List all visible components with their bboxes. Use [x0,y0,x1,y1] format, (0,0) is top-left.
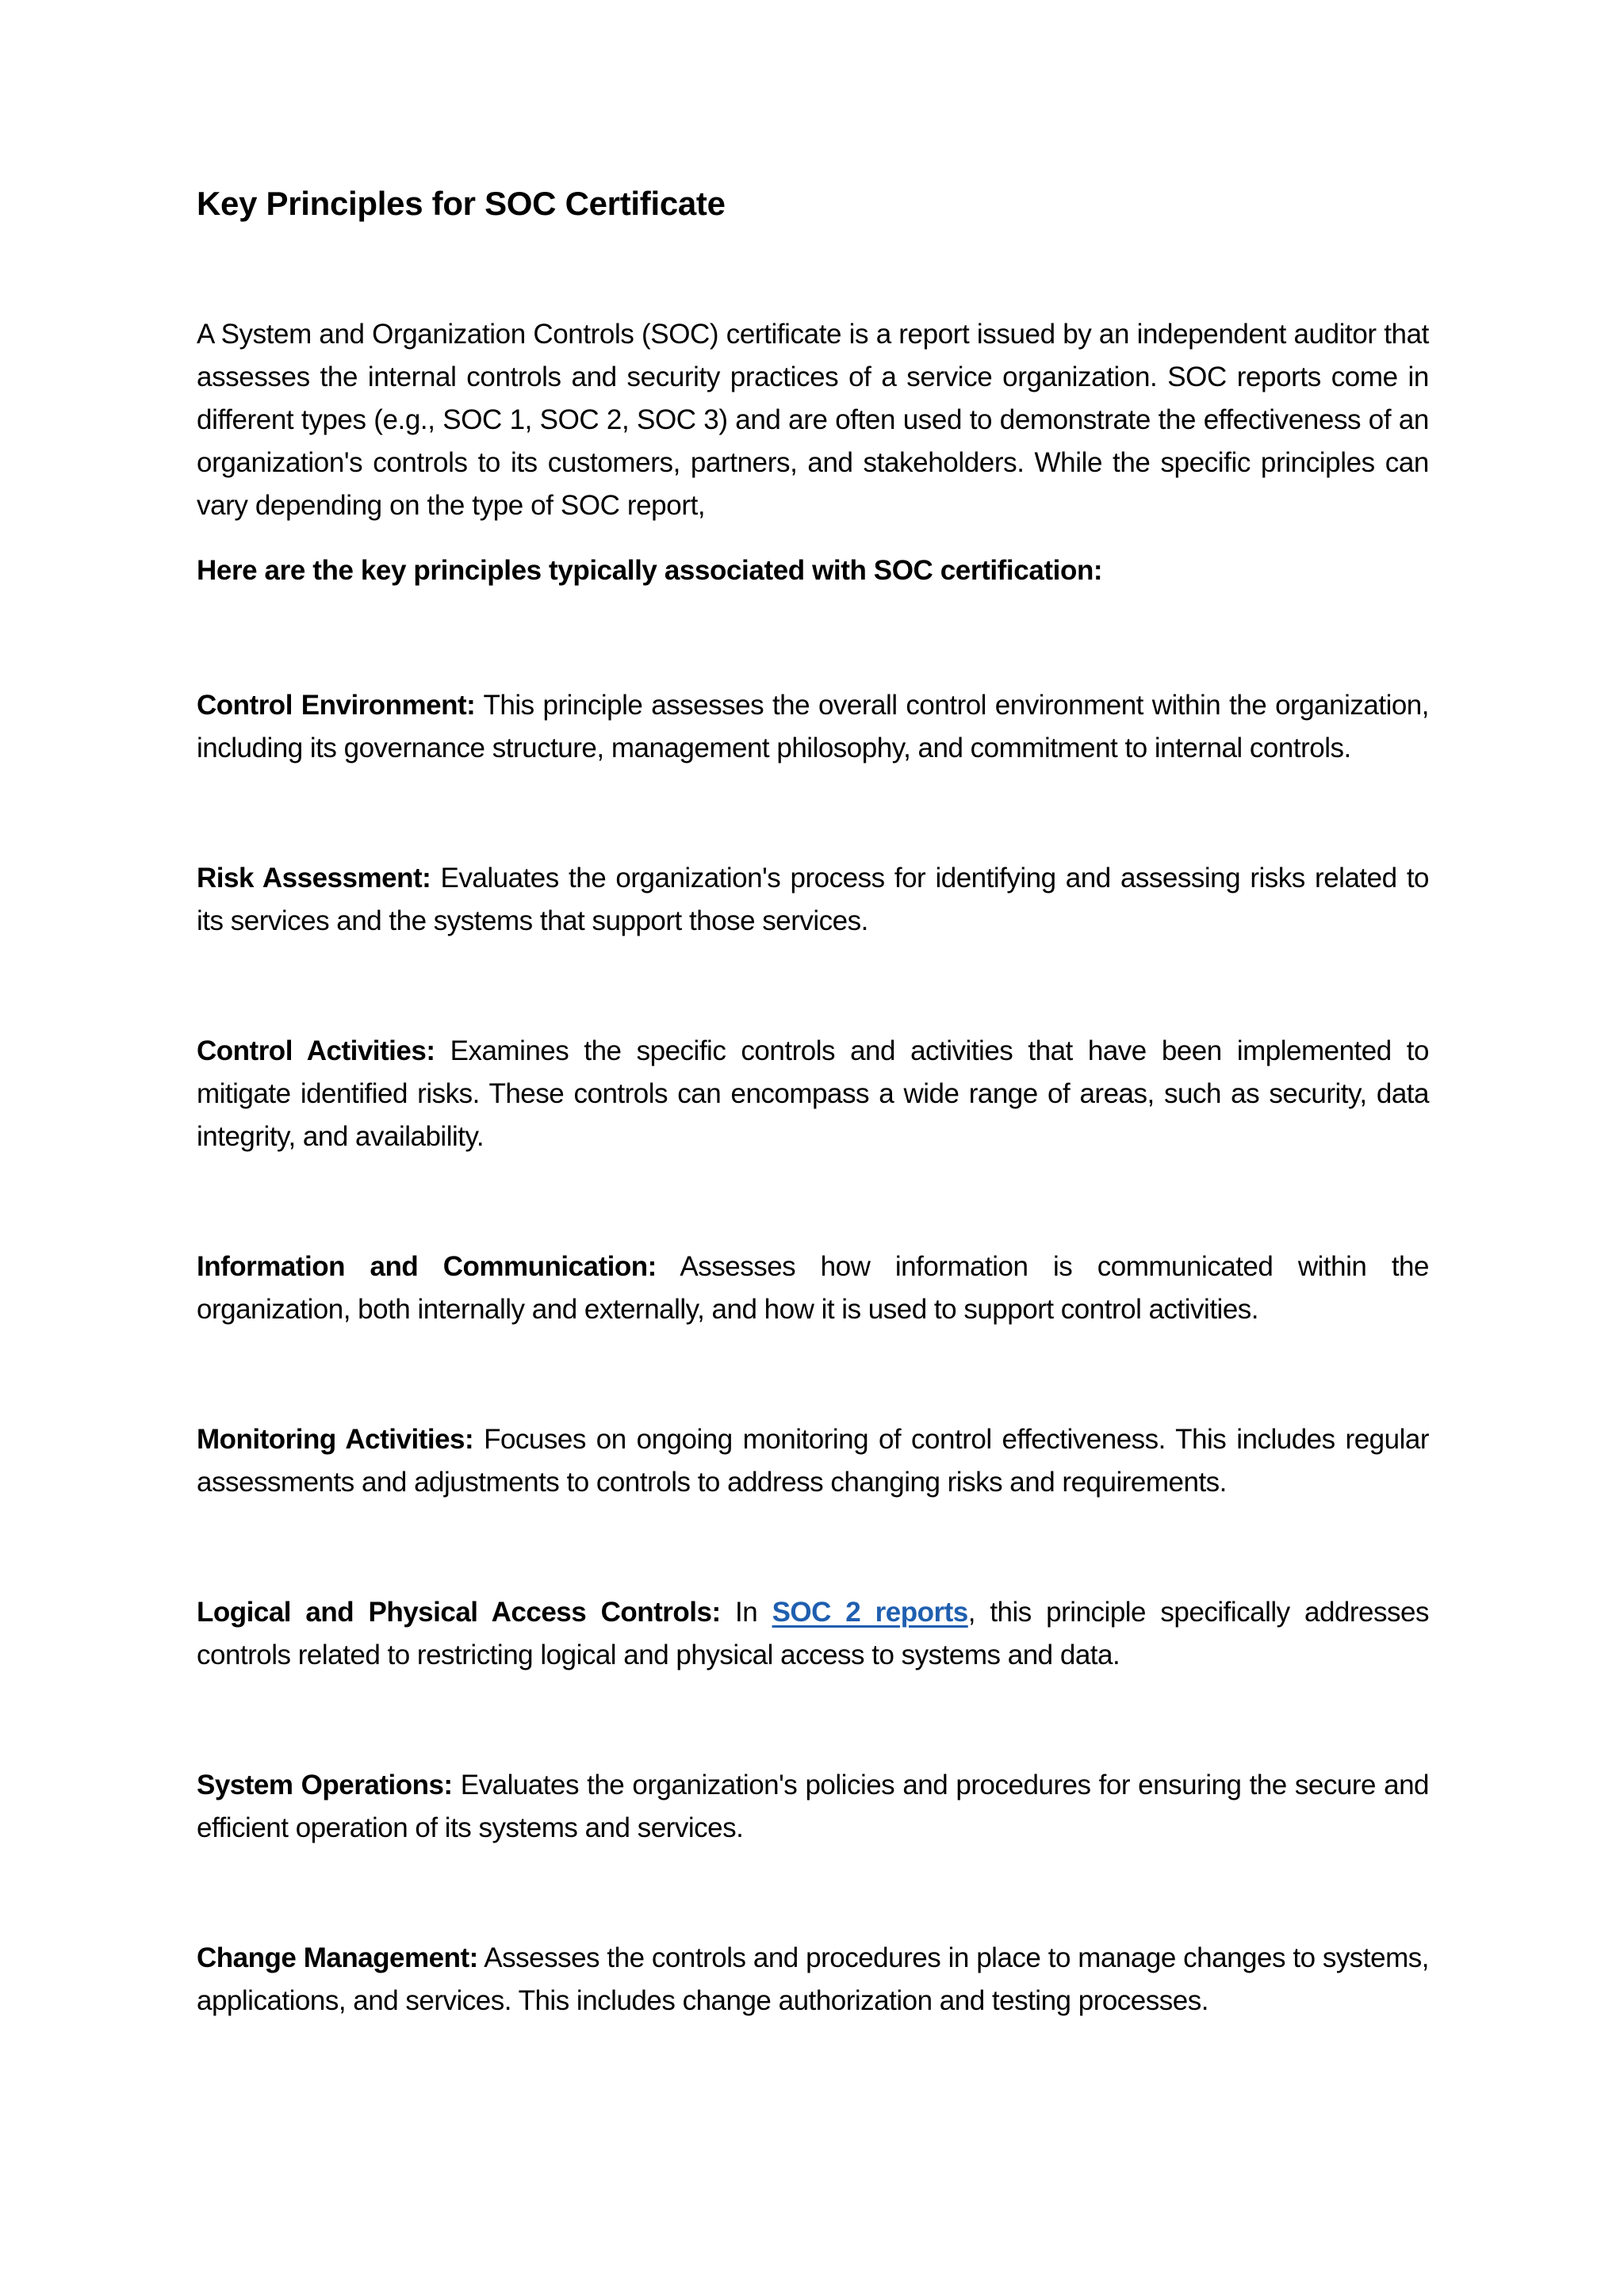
document-page [197,182,1429,2022]
principle-term: Control Activities: [197,1035,435,1066]
principle-text: Evaluates the organization's process for identifying and assessing risks related to its services and the systems that support those services. [197,862,1430,936]
principle-term: Information and Communication: [197,1250,657,1282]
principle-change-management [197,1937,1429,2022]
principle-text: Assesses how information is communicated within the organization, both internally and externally, and how it is used to support control activities. [197,1250,1429,1325]
principle-text: Examines the specific controls and activities that have been implemented to mitigate identified risks. These controls can encompass a wide range of areas, such as security, data integrity, and availability. [197,1035,1429,1152]
principle-text: Focuses on ongoing monitoring of control effectiveness. This includes regular assessments and adjustments to controls to address changing risks and requirements. [197,1423,1429,1498]
principle-risk-assessment [197,857,1429,943]
principle-text: Evaluates the organization's policies and procedures for ensuring the secure and efficient operation of its systems and services. [197,1769,1430,1843]
lead-sentence: Here are the key principles typically associated with SOC certification: [197,554,1103,586]
principle-monitoring-activities [197,1418,1429,1504]
soc2-reports-link[interactable]: SOC 2 reports [772,1596,968,1628]
page-title: Key Principles for SOC Certificate [197,185,726,222]
principle-system-operations [197,1764,1429,1850]
principle-text: This principle assesses the overall control environment within the organization, including its governance structure, management philosophy, and commitment to internal controls. [197,689,1429,763]
principle-control-environment [197,684,1429,770]
principle-access-controls [197,1591,1429,1677]
principle-information-communication [197,1246,1429,1331]
principle-text-before-link: In [720,1596,772,1628]
principle-term: System Operations: [197,1769,453,1800]
principle-term: Risk Assessment: [197,862,431,894]
principle-term: Control Environment: [197,689,476,721]
principle-text: Assesses the controls and procedures in place to manage changes to systems, applications, and services. This includes change authorization and testing processes. [197,1942,1429,2016]
principle-control-activities [197,1030,1429,1158]
principle-term: Monitoring Activities: [197,1423,474,1455]
intro-paragraph: A System and Organization Controls (SOC) certificate is a report issued by an independent auditor that assesses the internal controls and security practices of a service organization. SOC reports come in different types (e.g., SOC 1, SOC 2, SOC 3) and are often used to demonstrate the effectiveness of an organization's controls to its customers, partners, and stakeholders. While the specific principles can vary depending on the type of SOC report, [197,318,1429,521]
principle-term: Change Management: [197,1942,478,1973]
principle-text-after-link: , this principle specifically addresses controls related to restricting logical and physical access to systems and data. [197,1596,1429,1670]
principle-term: Logical and Physical Access Controls: [197,1596,721,1628]
